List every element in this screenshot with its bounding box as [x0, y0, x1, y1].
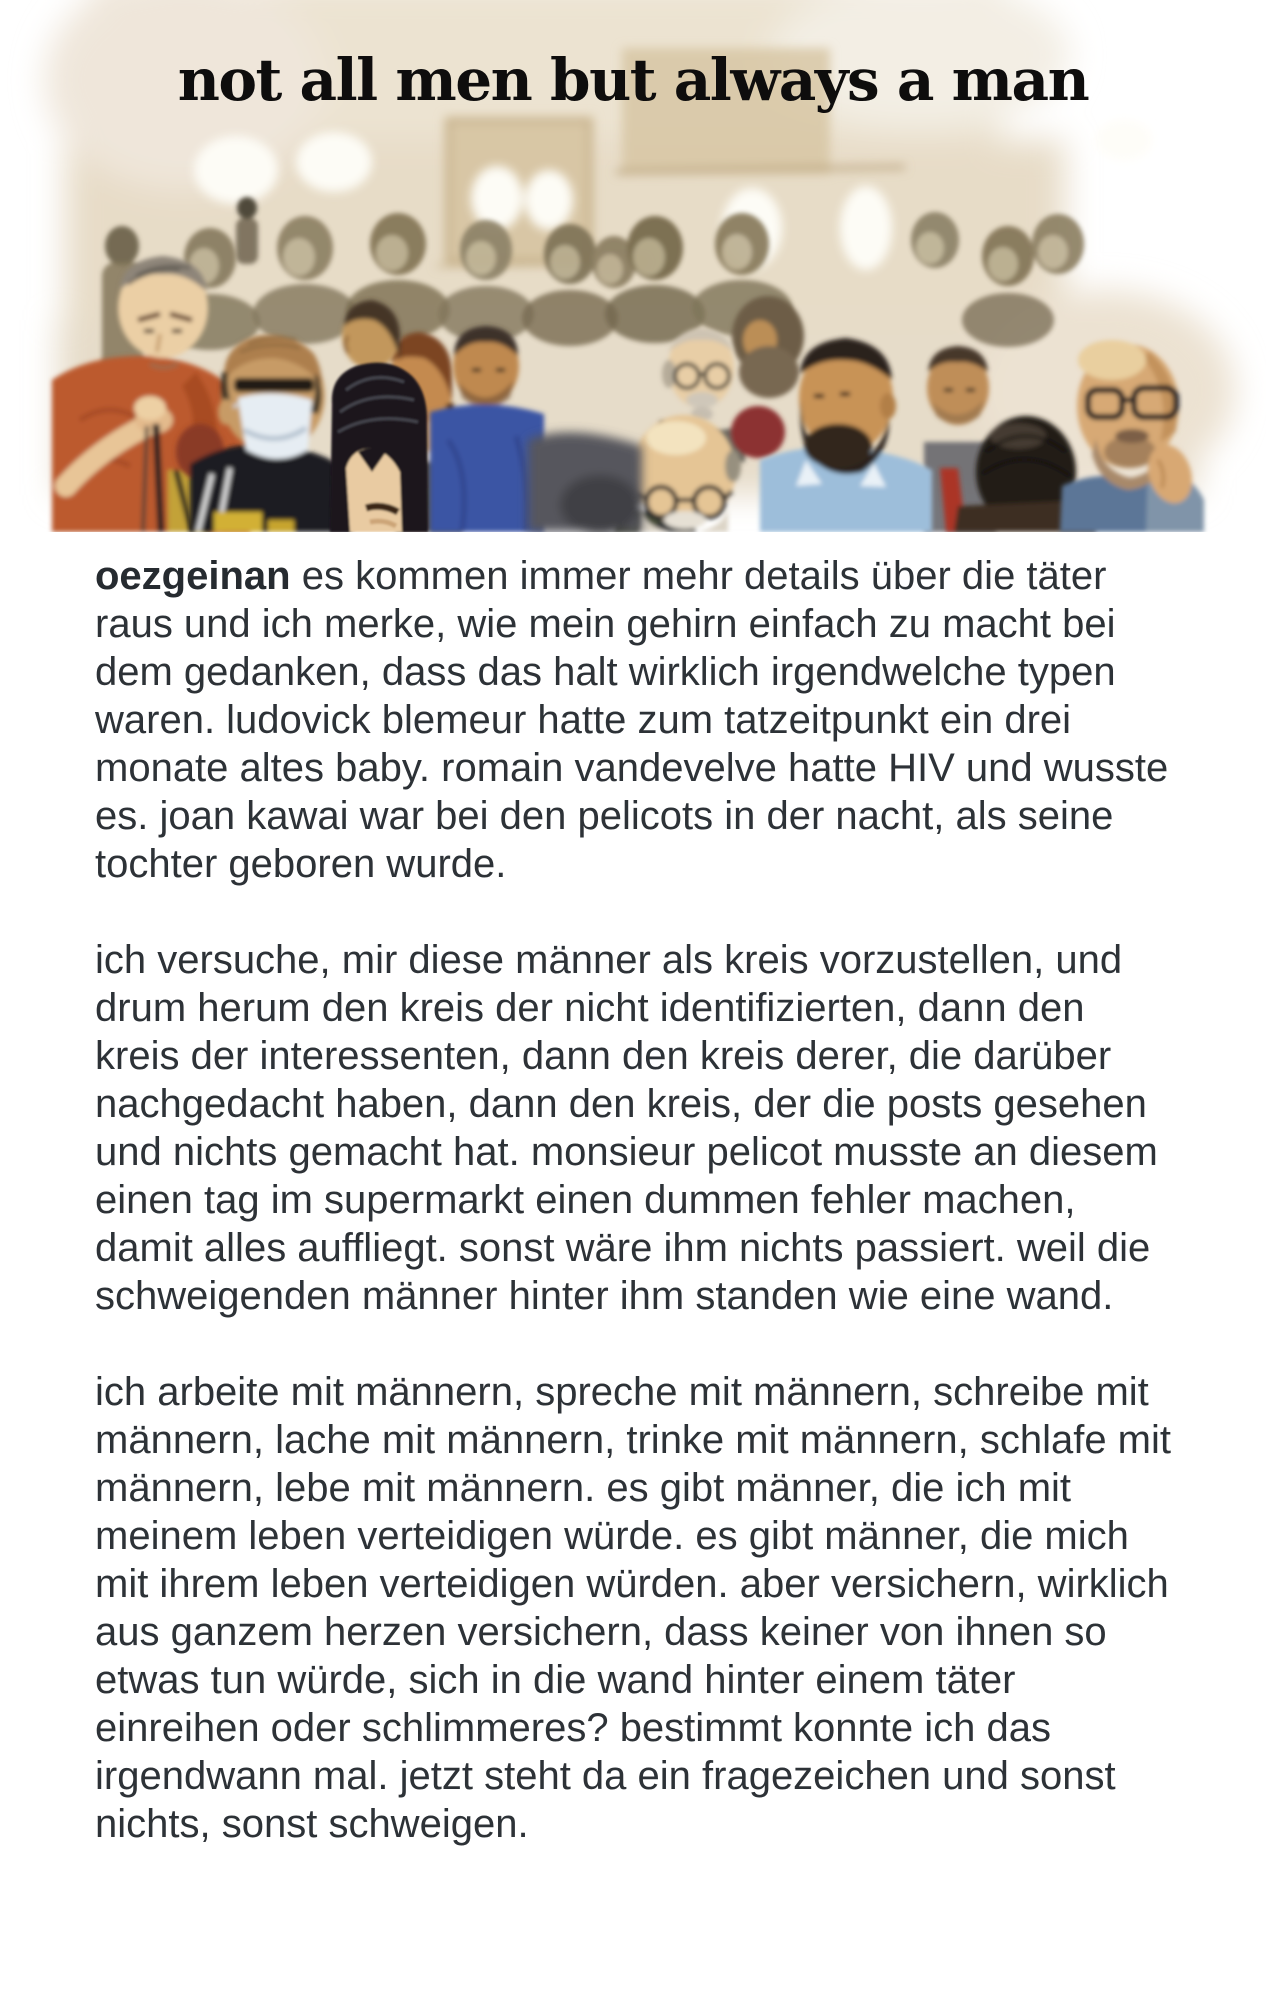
dark-clothing-mass [528, 432, 642, 532]
header-artwork [0, 0, 1266, 532]
caption-text [95, 552, 1175, 1848]
author-username[interactable]: oezgeinan [95, 554, 291, 598]
figure-bushy-beard-man [732, 296, 804, 398]
caption-paragraph-1 [95, 552, 1175, 888]
paragraph-1-text: es kommen immer mehr details über die täter raus und ich merke, wie mein gehirn einfach zu macht bei dem gedanken, dass das halt wirklich irgendwelche typen waren. ludovick blemeur hatte zum tatzeitpunkt ein drei monate altes baby. romain vandevelve hatte HIV und wusste es. joan kawai war bei den pelicots in der nacht, als seine tochter geboren wurde. [95, 554, 1169, 886]
caption-paragraph-3: ich arbeite mit männern, spreche mit männern, schreibe mit männern, lache mit männern, trinke mit männern, schlafe mit männern, lebe mit männern. es gibt männer, die ich mit meinem leben verteidigen würde. es gibt männer, die mich mit ihrem leben verteidigen würden. aber versichern, wirklich aus ganzem herzen versichern, dass keiner von ihnen so etwas tun würde, sich in die wand hinter einem täter einreihen oder schlimmeres? bestimmt konnte ich das irgendwann mal. jetzt steht da ein fragezeichen und sonst nichts, sonst schweigen. [95, 1370, 1171, 1846]
caption-paragraph-2: ich versuche, mir diese männer als kreis vorzustellen, und drum herum den kreis der nicht identifizierten, dann den kreis der interessenten, dann den kreis derer, die darüber nachgedacht haben, dann den kreis, der die posts gesehen und nichts gemacht hat. monsieur pelicot musste an diesem einen tag im supermarkt einen dummen fehler machen, damit alles auffliegt. sonst wäre ihm nichts passiert. weil die schweigenden männer hinter ihm standen wie eine wand. [95, 938, 1158, 1318]
figure-slick-hair-man [330, 363, 428, 532]
post-title: not all men but always a man [177, 46, 1089, 114]
